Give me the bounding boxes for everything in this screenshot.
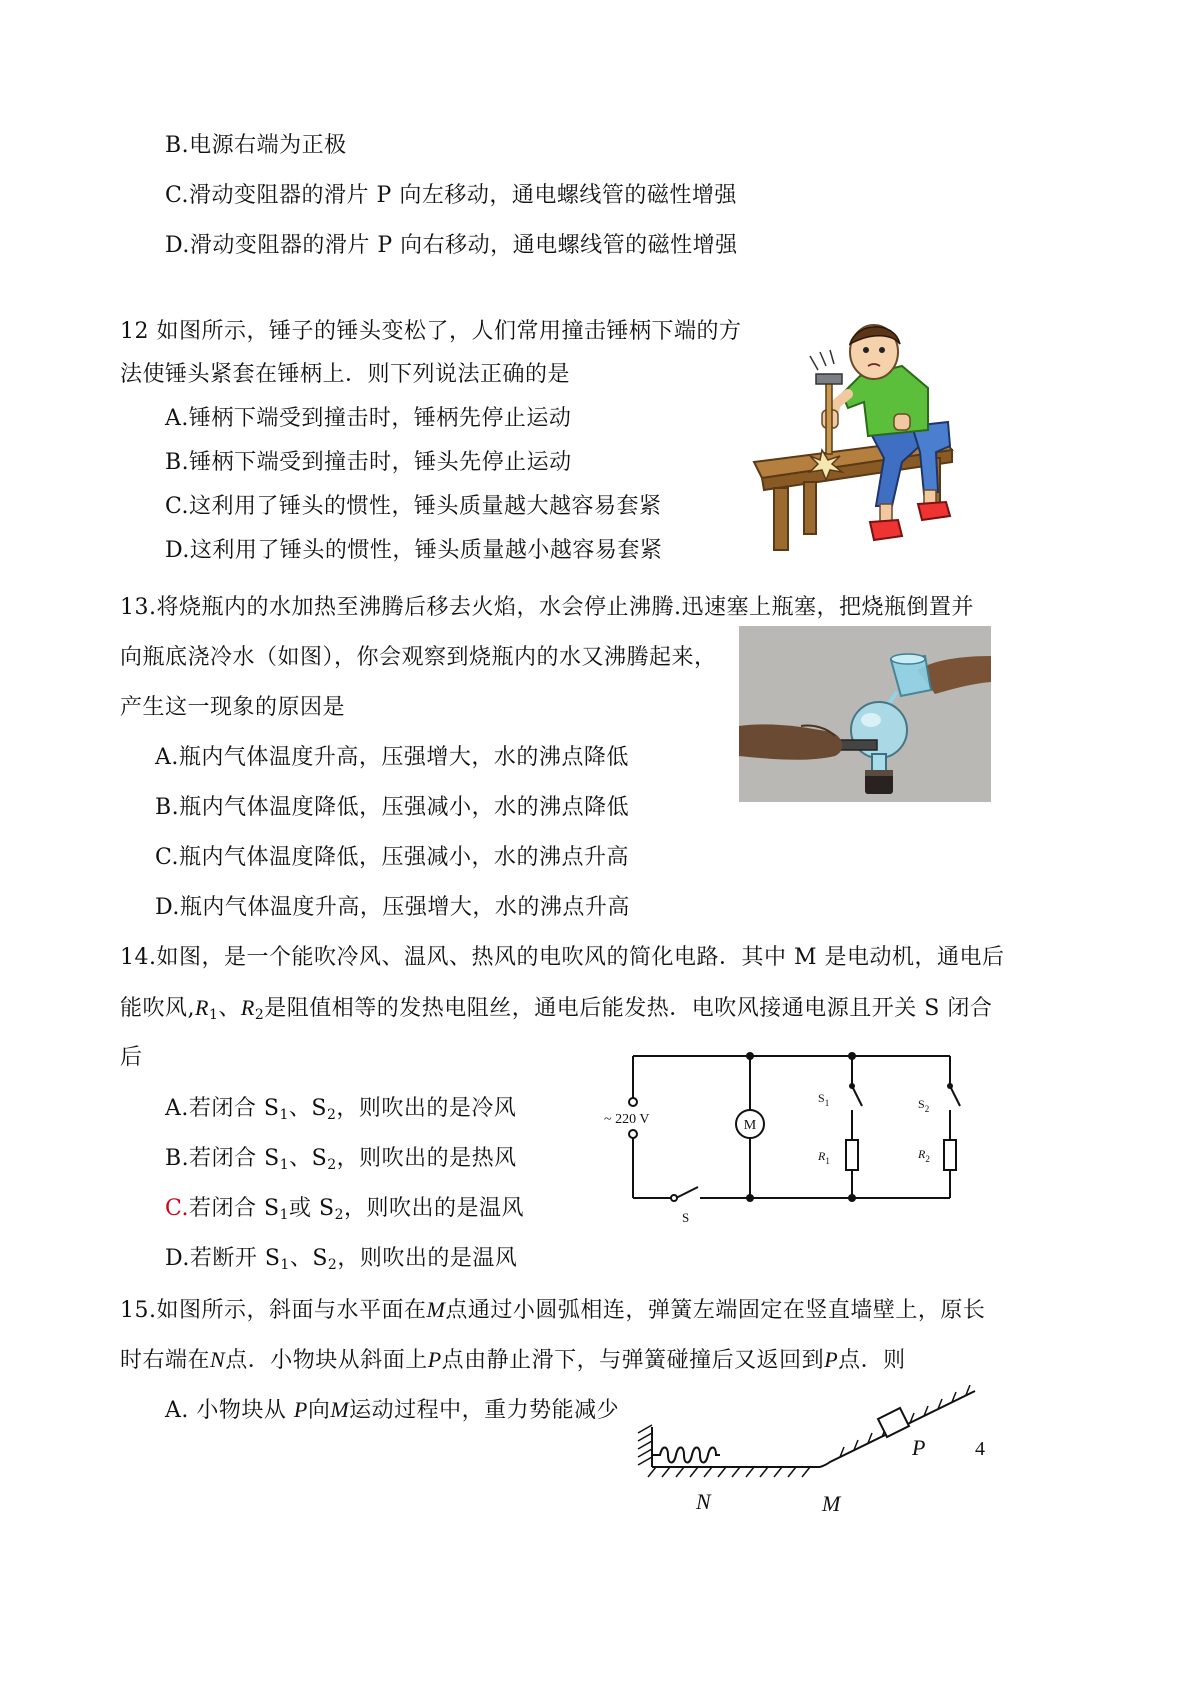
label-m: M <box>822 1491 841 1516</box>
q13-option-b: B.瓶内气体温度降低，压强减小，水的沸点降低 <box>155 795 630 820</box>
q13-stem-line2: 向瓶底浇冷水（如图），你会观察到烧瓶内的水又沸腾起来， <box>120 645 717 670</box>
page-number: 4 <box>975 1438 985 1460</box>
q15-stem-line2: 时右端在N点．小物块从斜面上P点由静止滑下，与弹簧碰撞后又返回到P点．则 <box>120 1347 906 1373</box>
q14-stem-line1: 14.如图，是一个能吹冷风、温风、热风的电吹风的简化电路．其中 M 是电动机，通电后 <box>120 945 1005 970</box>
label-n: N <box>696 1489 711 1514</box>
q14-option-c: C.若闭合 $S_1$或 $S_2$，则吹出的是温风 <box>165 1196 525 1223</box>
q15-option-a: A. 小物块从 P向M运动过程中，重力势能减少 <box>165 1397 620 1423</box>
resistor-r1 <box>846 1140 858 1170</box>
q12-stem-line2: 法使锤头紧套在锤柄上．则下列说法正确的是 <box>120 362 571 387</box>
q14-option-b: B.若闭合 $S_1$、$S_2$，则吹出的是热风 <box>165 1146 517 1173</box>
prev-option-d: D.滑动变阻器的滑片 P 向右移动，通电螺线管的磁性增强 <box>165 233 738 258</box>
switch-s1-label: $S_1$ <box>818 1091 830 1108</box>
switch-s-label: S <box>682 1210 690 1225</box>
q15-stem-line1: 15.如图所示，斜面与水平面在M点通过小圆弧相连，弹簧左端固定在竖直墙壁上，原长 <box>120 1297 986 1323</box>
answer-mark: C. <box>165 1196 190 1221</box>
resistor-r2 <box>944 1140 956 1170</box>
q13-option-d: D.瓶内气体温度升高，压强增大，水的沸点升高 <box>155 895 630 920</box>
q12-stem-line1: 12 如图所示，锤子的锤头变松了，人们常用撞击锤柄下端的方 <box>120 319 742 344</box>
q14-stem-line2: 能吹风$,R_1$、$R_2$是阻值相等的发热电阻丝，通电后能发热．电吹风接通电源且开关 S 闭合 <box>120 995 993 1023</box>
prev-option-b: B.电源右端为正极 <box>165 133 347 158</box>
motor-label: M <box>743 1118 757 1133</box>
q12-option-c: C.这利用了锤头的惯性，锤头质量越大越容易套紧 <box>165 494 662 519</box>
q13-stem-line3: 产生这一现象的原因是 <box>120 695 346 720</box>
label-p: P <box>912 1435 926 1460</box>
resistor-r1-label: $R_1$ <box>818 1149 830 1166</box>
hammer-boy-illustration <box>752 322 958 554</box>
floor-hatching <box>648 1467 810 1477</box>
q13-stem-line1: 13.将烧瓶内的水加热至沸腾后移去火焰，水会停止沸腾.迅速塞上瓶塞，把烧瓶倒置并 <box>120 595 974 620</box>
incline-spring-diagram <box>630 1385 980 1545</box>
q14-option-d: D.若断开 $S_1$、$S_2$，则吹出的是温风 <box>165 1246 518 1273</box>
q12-option-b: B.锤柄下端受到撞击时，锤头先停止运动 <box>165 450 572 475</box>
hair-dryer-circuit-diagram <box>600 1048 965 1230</box>
switch-s2-label: $S_2$ <box>918 1097 930 1114</box>
q13-option-c: C.瓶内气体温度降低，压强减小，水的沸点升高 <box>155 845 630 870</box>
prev-option-c: C.滑动变阻器的滑片 P 向左移动，通电螺线管的磁性增强 <box>165 183 737 208</box>
q13-option-a: A.瓶内气体温度升高，压强增大，水的沸点降低 <box>155 745 629 770</box>
resistor-r2-label: $R_2$ <box>918 1147 930 1164</box>
q14-stem-line3: 后 <box>120 1045 143 1070</box>
q14-option-a: A.若闭合 $S_1$、$S_2$，则吹出的是冷风 <box>165 1096 517 1123</box>
q12-option-d: D.这利用了锤头的惯性，锤头质量越小越容易套紧 <box>165 538 663 563</box>
q12-option-a: A.锤柄下端受到撞击时，锤柄先停止运动 <box>165 406 572 431</box>
flask-cold-water-photo <box>739 626 991 802</box>
block <box>878 1408 909 1437</box>
source-label: ~ 220 V <box>604 1112 650 1127</box>
